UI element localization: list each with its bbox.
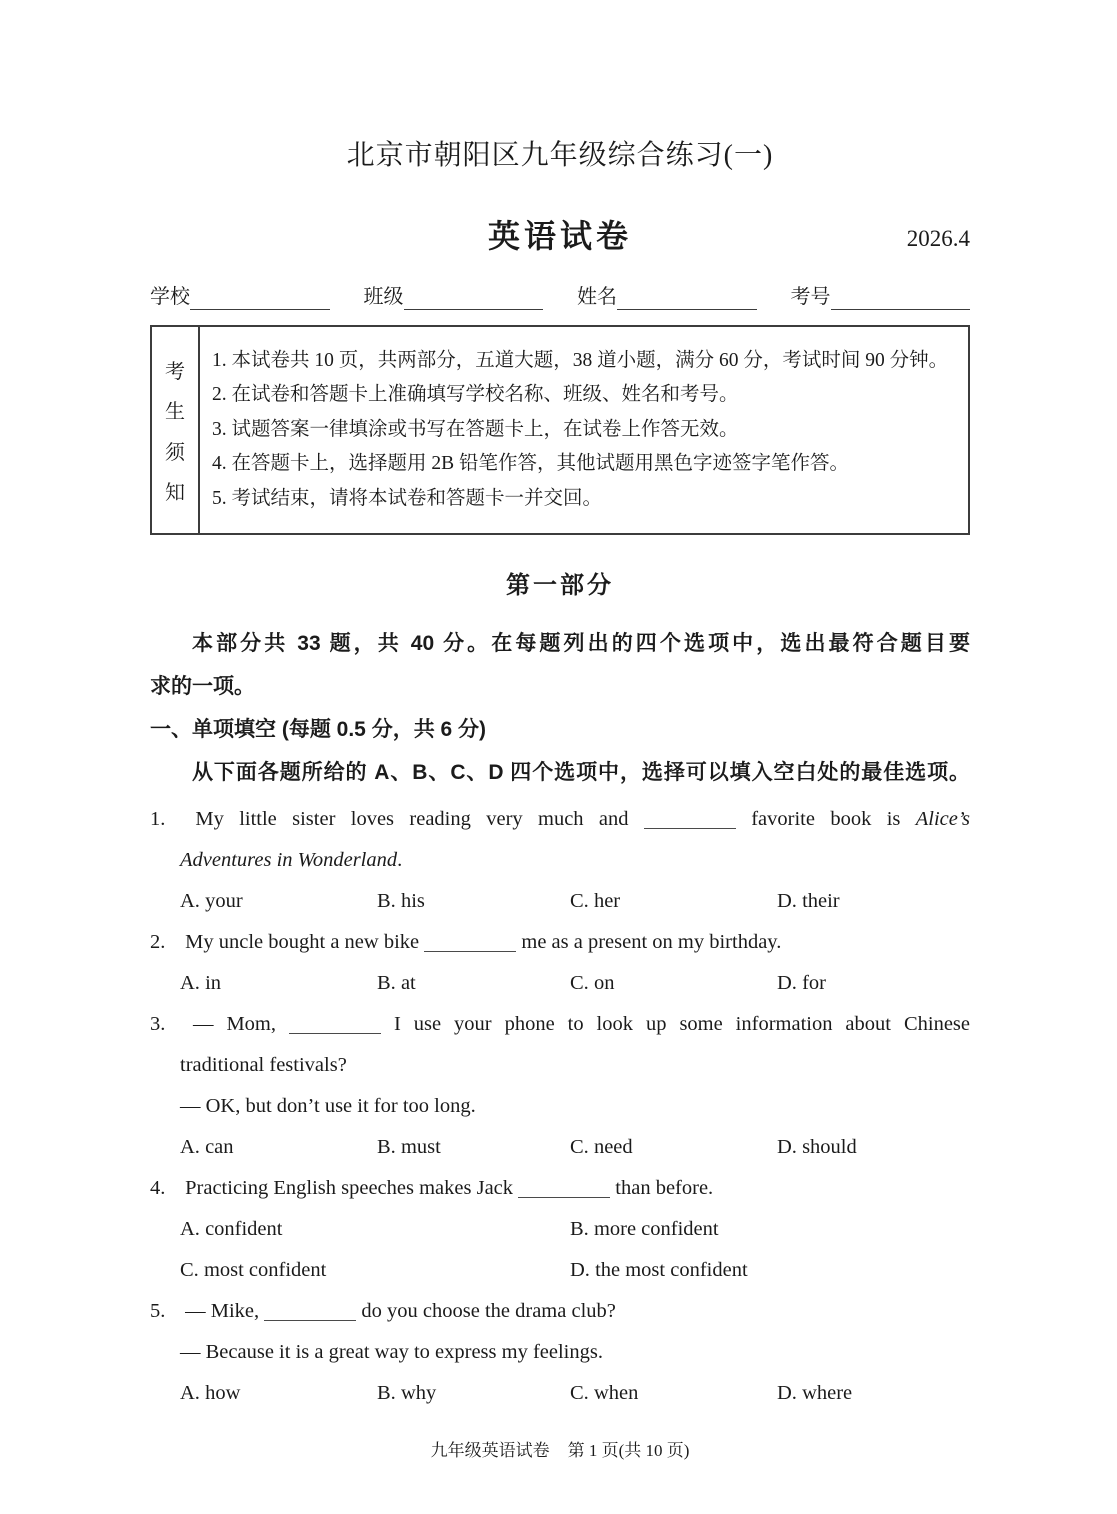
option-label: C. bbox=[570, 890, 589, 912]
answer-blank bbox=[518, 1195, 610, 1198]
option-label: B. bbox=[377, 1382, 396, 1404]
options-row bbox=[180, 881, 970, 922]
option-text: how bbox=[205, 1382, 241, 1404]
part-one-heading: 第一部分 bbox=[506, 572, 614, 599]
option-b bbox=[377, 1373, 570, 1414]
stem-text: My uncle bought a new bike bbox=[185, 931, 420, 953]
exam-date: 2026.4 bbox=[906, 226, 970, 251]
subtitle-row bbox=[150, 211, 970, 255]
stem-text: favorite book is bbox=[751, 808, 901, 830]
notice-item-text: 试题答案一律填涂或书写在答题卡上，在试卷上作答无效。 bbox=[231, 418, 739, 440]
notice-item bbox=[212, 447, 952, 482]
notice-items bbox=[200, 327, 968, 533]
notice-side-label bbox=[152, 327, 200, 533]
option-label: A. bbox=[180, 1136, 200, 1158]
notice-item-text: 本试卷共 10 页，共两部分，五道大题，38 道小题，满分 60 分，考试时间 90 分钟。 bbox=[231, 349, 949, 371]
field-underline bbox=[404, 286, 544, 310]
question-stem-line bbox=[150, 840, 970, 881]
option-text: in bbox=[205, 972, 222, 994]
option-d bbox=[777, 1127, 970, 1168]
option-d bbox=[570, 1250, 970, 1291]
question-stem-line bbox=[150, 1004, 970, 1045]
notice-item-text: 在试卷和答题卡上准确填写学校名称、班级、姓名和考号。 bbox=[231, 384, 739, 406]
stem-text: do you choose the drama club? bbox=[361, 1300, 616, 1322]
notice-item bbox=[212, 413, 952, 448]
options-row bbox=[180, 1127, 970, 1168]
option-label: C. bbox=[570, 972, 589, 994]
student-info-field bbox=[364, 285, 544, 310]
notice-item bbox=[212, 344, 952, 379]
student-info-row bbox=[150, 285, 970, 310]
option-a bbox=[180, 1373, 377, 1414]
paper-title: 英语试卷 bbox=[487, 218, 632, 254]
notice-item bbox=[212, 378, 952, 413]
question-stem-line bbox=[150, 1086, 970, 1127]
question-stem-line bbox=[150, 1045, 970, 1086]
option-text: more confident bbox=[593, 1218, 719, 1240]
stem-text: — Mom, bbox=[192, 1013, 276, 1035]
footer-page-number: 第 1 页(共 10 页) bbox=[567, 1441, 690, 1460]
option-text: most confident bbox=[203, 1259, 327, 1281]
field-label: 班级 bbox=[363, 286, 404, 308]
option-text: his bbox=[400, 890, 425, 912]
stem-text: Adventures in Wonderland bbox=[180, 849, 398, 871]
question bbox=[150, 1168, 970, 1291]
question-stem-line bbox=[150, 1291, 970, 1332]
option-text: your bbox=[205, 890, 243, 912]
option-c bbox=[570, 963, 777, 1004]
stem-text: My little sister loves reading very much and bbox=[195, 808, 629, 830]
questions-list bbox=[150, 799, 970, 1414]
option-c bbox=[180, 1250, 570, 1291]
answer-blank bbox=[644, 826, 736, 829]
option-c bbox=[570, 1373, 777, 1414]
notice-side-char: 须 bbox=[165, 441, 185, 464]
option-text: on bbox=[593, 972, 615, 994]
option-label: B. bbox=[377, 972, 396, 994]
question-stem-line bbox=[150, 922, 970, 963]
section-one-instruction: 从下面各题所给的 A、B、C、D 四个选项中，选择可以填入空白处的最佳选项。 bbox=[192, 761, 970, 784]
candidate-notice-box bbox=[150, 325, 970, 535]
option-text: should bbox=[802, 1136, 857, 1158]
question-number: 4. bbox=[150, 1177, 166, 1199]
stem-text: — Mike, bbox=[185, 1300, 260, 1322]
options-row bbox=[180, 1373, 970, 1414]
option-label: C. bbox=[570, 1136, 589, 1158]
option-d bbox=[777, 1373, 970, 1414]
notice-item-number: 2. bbox=[212, 384, 227, 406]
field-underline bbox=[190, 286, 330, 310]
option-label: D. bbox=[570, 1259, 590, 1281]
stem-text: traditional festivals? bbox=[180, 1054, 347, 1076]
option-label: A. bbox=[180, 972, 200, 994]
option-b bbox=[377, 881, 570, 922]
student-info-field bbox=[791, 285, 971, 310]
page-footer bbox=[150, 1436, 970, 1461]
stem-text: — Because it is a great way to express my feelings. bbox=[180, 1341, 603, 1363]
notice-item-number: 3. bbox=[212, 418, 227, 440]
question-stem-line bbox=[150, 799, 970, 840]
field-underline bbox=[617, 286, 757, 310]
notice-item bbox=[212, 482, 952, 517]
option-text: at bbox=[400, 972, 416, 994]
option-text: her bbox=[593, 890, 621, 912]
answer-blank bbox=[289, 1031, 381, 1034]
notice-side-char: 生 bbox=[165, 401, 185, 424]
option-label: C. bbox=[180, 1259, 199, 1281]
question bbox=[150, 799, 970, 922]
options-row bbox=[180, 1209, 970, 1291]
option-a bbox=[180, 881, 377, 922]
part-one-intro bbox=[150, 622, 970, 708]
option-label: D. bbox=[777, 890, 797, 912]
option-label: A. bbox=[180, 1382, 200, 1404]
notice-item-number: 5. bbox=[212, 487, 227, 509]
question bbox=[150, 922, 970, 1004]
question bbox=[150, 1004, 970, 1168]
notice-side-char: 知 bbox=[165, 482, 185, 505]
stem-text: Alice’s bbox=[915, 808, 971, 830]
option-b bbox=[377, 963, 570, 1004]
document-title: 北京市朝阳区九年级综合练习(一) bbox=[346, 140, 774, 171]
option-label: A. bbox=[180, 1218, 200, 1240]
notice-item-text: 考试结束，请将本试卷和答题卡一并交回。 bbox=[231, 487, 603, 509]
footer-paper-name: 九年级英语试卷 bbox=[430, 1441, 550, 1460]
section-one-heading: 一、单项填空 (每题 0.5 分，共 6 分) bbox=[150, 718, 487, 741]
stem-text: . bbox=[397, 849, 403, 871]
options-row bbox=[180, 963, 970, 1004]
option-label: B. bbox=[570, 1218, 589, 1240]
option-label: C. bbox=[570, 1382, 589, 1404]
option-b bbox=[377, 1127, 570, 1168]
option-text: need bbox=[593, 1136, 633, 1158]
option-label: D. bbox=[777, 1136, 797, 1158]
option-label: D. bbox=[777, 972, 797, 994]
student-info-field bbox=[577, 285, 757, 310]
stem-text: I use your phone to look up some information about Chinese bbox=[393, 1013, 970, 1035]
option-d bbox=[777, 881, 970, 922]
answer-blank bbox=[424, 949, 516, 952]
option-text: where bbox=[802, 1382, 853, 1404]
stem-text: than before. bbox=[615, 1177, 714, 1199]
option-text: their bbox=[802, 890, 840, 912]
field-label: 考号 bbox=[790, 286, 831, 308]
question-stem-line bbox=[150, 1332, 970, 1373]
notice-item-text: 在答题卡上，选择题用 2B 铅笔作答，其他试题用黑色字迹签字笔作答。 bbox=[231, 453, 850, 475]
question-number: 5. bbox=[150, 1300, 166, 1322]
option-text: must bbox=[400, 1136, 441, 1158]
student-info-field bbox=[150, 285, 330, 310]
intro-line: 本部分共 33 题，共 40 分。在每题列出的四个选项中，选出最符合题目要 bbox=[192, 632, 970, 655]
stem-text: me as a present on my birthday. bbox=[521, 931, 782, 953]
option-label: A. bbox=[180, 890, 200, 912]
option-d bbox=[777, 963, 970, 1004]
question-number: 1. bbox=[150, 808, 166, 830]
option-label: B. bbox=[377, 1136, 396, 1158]
question-number: 2. bbox=[150, 931, 166, 953]
notice-side-char: 考 bbox=[165, 360, 185, 383]
question-number: 3. bbox=[150, 1013, 166, 1035]
option-a bbox=[180, 1127, 377, 1168]
stem-text: Practicing English speeches makes Jack bbox=[185, 1177, 514, 1199]
intro-line: 求的一项。 bbox=[150, 675, 255, 698]
answer-blank bbox=[264, 1318, 356, 1321]
option-text: why bbox=[400, 1382, 437, 1404]
field-label: 学校 bbox=[150, 286, 190, 308]
option-a bbox=[180, 963, 377, 1004]
notice-item-number: 4. bbox=[212, 453, 227, 475]
option-label: B. bbox=[377, 890, 396, 912]
option-b bbox=[570, 1209, 970, 1250]
question bbox=[150, 1291, 970, 1414]
option-label: D. bbox=[777, 1382, 797, 1404]
option-c bbox=[570, 1127, 777, 1168]
option-text: can bbox=[205, 1136, 234, 1158]
notice-item-number: 1. bbox=[212, 349, 227, 371]
option-text: the most confident bbox=[595, 1259, 748, 1281]
option-text: for bbox=[802, 972, 826, 994]
option-text: confident bbox=[205, 1218, 283, 1240]
option-text: when bbox=[593, 1382, 639, 1404]
stem-text: — OK, but don’t use it for too long. bbox=[180, 1095, 476, 1117]
option-c bbox=[570, 881, 777, 922]
field-underline bbox=[831, 286, 971, 310]
option-a bbox=[180, 1209, 570, 1250]
field-label: 姓名 bbox=[577, 286, 617, 308]
question-stem-line bbox=[150, 1168, 970, 1209]
